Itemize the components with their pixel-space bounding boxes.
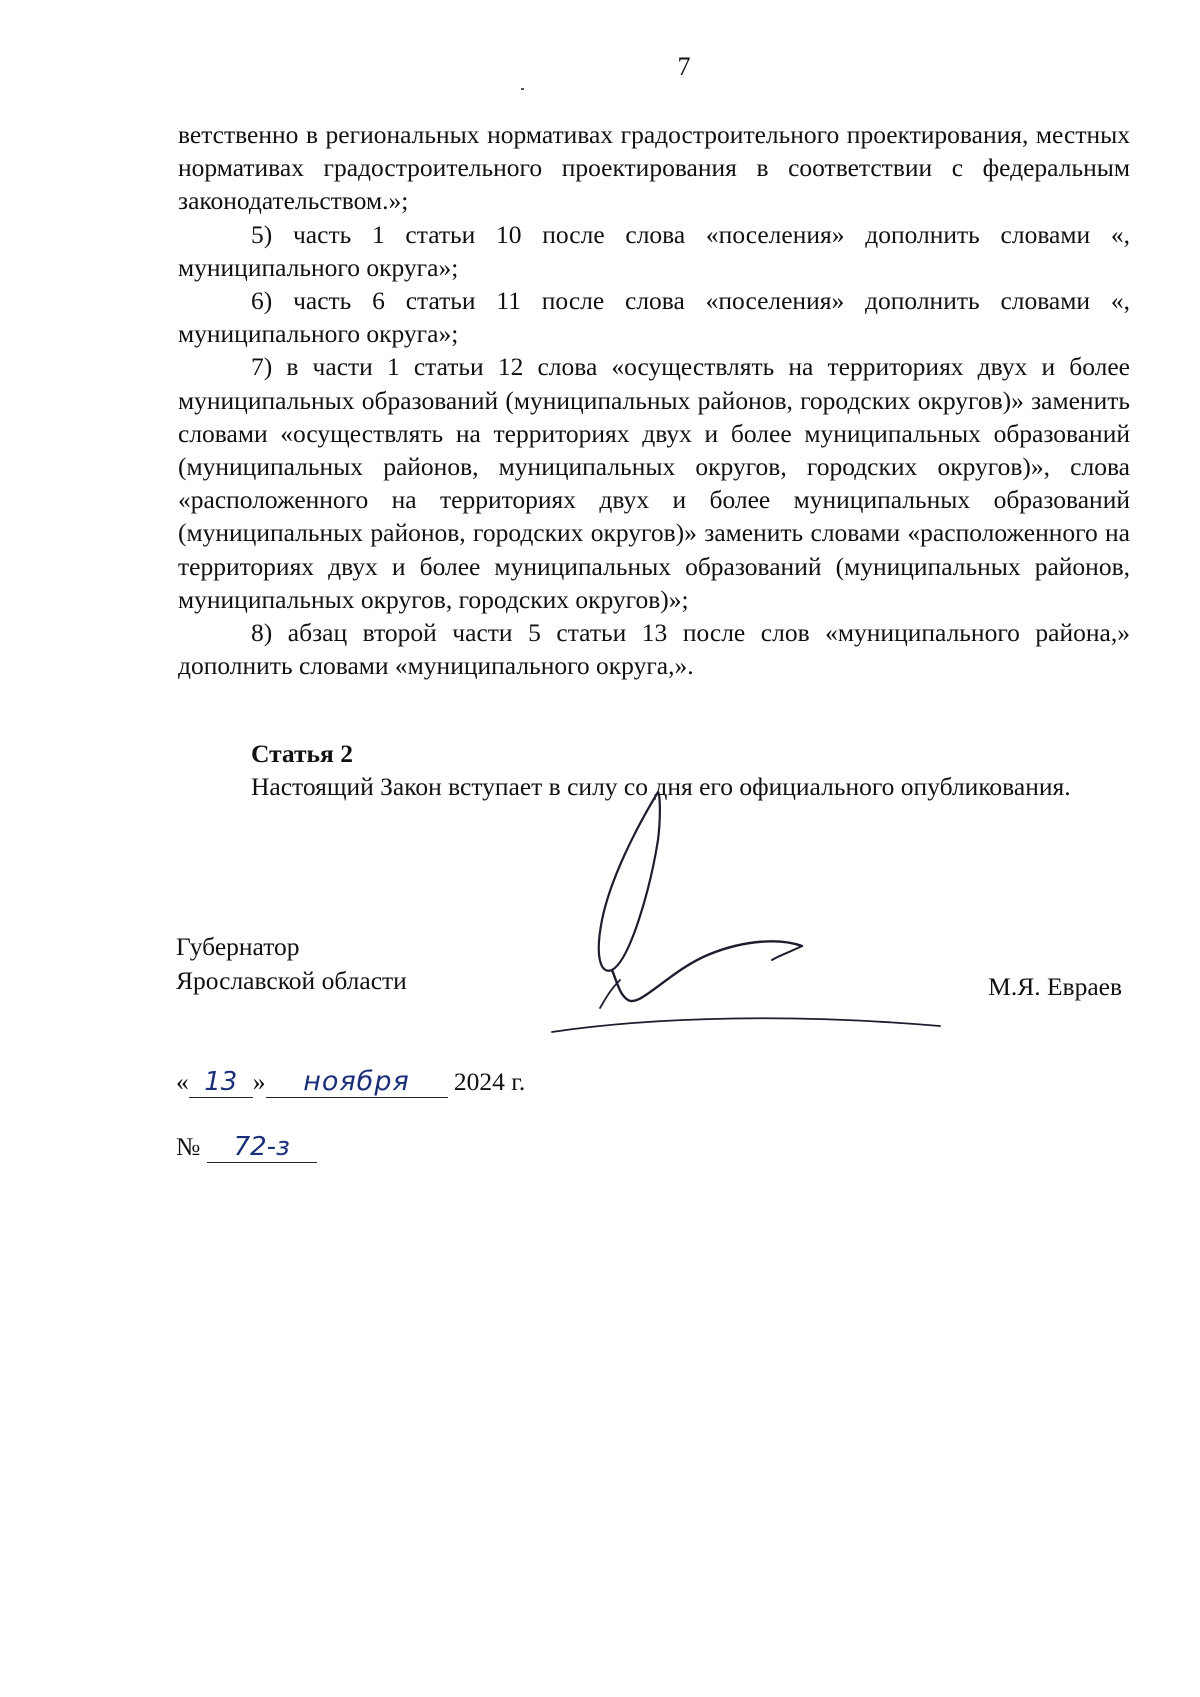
paragraph-item-7: 7) в части 1 статьи 12 слова «осуществлять на территориях двух и более муниципальных образований (муниципальных районов, городских округов)» заменить словами «осуществлять на территориях двух и более муниципальных образований (муниципальных районов, муниципальных округов, городских округов)», слова «расположенного на территориях двух и более муниципальных образований (муниципальных районов, городских округов)» заменить словами «расположенного на территориях двух и более муниципальных образований (муниципальных районов, муниципальных округов, городских округов)»; [178, 352, 1130, 614]
signer-title [176, 930, 407, 998]
number-label: № [176, 1132, 201, 1161]
date-day-handwritten: 13 [189, 1067, 253, 1098]
article-2-heading: Статья 2 [251, 739, 353, 768]
paragraph-continuation: ветственно в региональных нормативах градостроительного проектирования, местных нормативах градостроительного проектирования в соответствии с федеральным законодательством.»; [178, 120, 1130, 216]
signer-name: М.Я. Евраев [988, 972, 1122, 1001]
signer-title-line-1: Губернатор [176, 932, 300, 961]
paragraph-item-5: 5) часть 1 статьи 10 после слова «поселения» дополнить словами «, муниципального округа»; [178, 219, 1130, 282]
paragraph-item-8: 8) абзац второй части 5 статьи 13 после слов «муниципального района,» дополнить словами «муниципального округа,». [178, 618, 1130, 681]
signer-title-line-2: Ярославской области [176, 966, 407, 995]
signing-date [176, 1062, 525, 1102]
handwritten-signature [540, 770, 1000, 1050]
page-number: 7 [677, 52, 691, 81]
article-2-text: Настоящий Закон вступает в силу со дня его официального опубликования. [251, 772, 1071, 802]
date-open-quote: « [176, 1067, 189, 1096]
law-number-handwritten: 72-з [207, 1132, 317, 1163]
scan-speck [521, 88, 524, 90]
amendments-text [178, 118, 1130, 682]
law-number [176, 1127, 317, 1167]
date-year: 2024 г. [453, 1067, 526, 1096]
paragraph-item-6: 6) часть 6 статьи 11 после слова «поселения» дополнить словами «, муниципального округа»; [178, 286, 1130, 349]
date-close-quote: » [252, 1067, 266, 1096]
date-month-handwritten: ноября [266, 1067, 448, 1098]
